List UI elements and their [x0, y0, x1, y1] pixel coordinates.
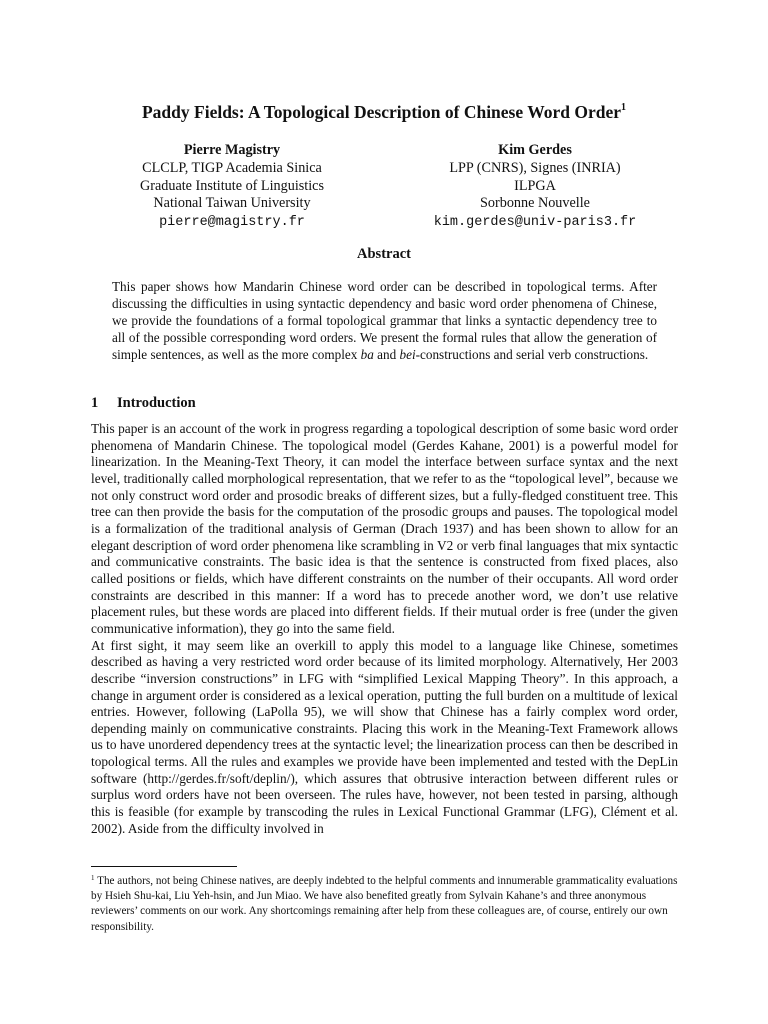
author-name: Pierre Magistry	[183, 142, 281, 158]
section-number: 1	[91, 395, 99, 411]
author-affiliation: National Taiwan University	[153, 195, 311, 212]
abstract-text-part: This paper shows how Mandarin Chinese word order can be described in topological terms. After discussing the difficulties in using syntactic dependency and basic word order phenomena of Chinese, we provide the foundations of a formal topological grammar that links a syntactic dependency tree to all of the possible corresponding word orders. We present the formal rules that allow the generation of simple sentences, as well as the more complex	[112, 279, 657, 362]
abstract-heading: Abstract	[357, 246, 411, 262]
author-affiliation: LPP (CNRS), Signes (INRIA)	[449, 159, 621, 176]
body-text	[91, 421, 678, 837]
author-name: Kim Gerdes	[498, 142, 572, 158]
abstract-text	[112, 279, 657, 364]
author-affiliation: Graduate Institute of Linguistics	[139, 177, 324, 194]
title-footnote-mark: 1	[621, 102, 627, 113]
footnote-mark: 1	[91, 874, 95, 882]
author-affiliation: ILPGA	[514, 177, 556, 194]
abstract-term-ba: ba	[360, 346, 374, 362]
title-text: Paddy Fields: A Topological Description of Chinese Word Order	[141, 102, 622, 122]
paper-title	[0, 102, 768, 123]
author-block-2	[365, 142, 705, 232]
footnote-rule	[91, 866, 237, 867]
author-block-1	[82, 142, 382, 232]
abstract-text-part: -constructions and serial verb constructions.	[415, 346, 649, 362]
footnote	[91, 871, 678, 935]
body-paragraph: This paper is an account of the work in progress regarding a topological description of some basic word order phenomena of Mandarin Chinese. The topological model (Gerdes Kahane, 2001) is a powerful model for linearization. In the Meaning-Text Theory, it can model the interface between surface syntax and the next level, traditionally called morphological representation, that we refer to as the “topological level”, because we not only construct word order and prosodic breaks of different sizes, but a fully-fledged constituent tree. This tree can then provide the basis for the computation of the prosodic groups and pauses. The topological model is a formalization of the traditional analysis of German (Drach 1937) and has been shown to allow for an elegant description of word order phenomena like scrambling in V2 or verb final languages that mix syntactic and communicative constraints. The basic idea is that the sentence is constructed from fixed places, also called positions or fields, which have different constraints on the number of their occupants. All word order constraints are described in this manner: If a word has to precede another word, we don’t use relative placement rules, but these words are placed into different fields. If their mutual order is free (under the given communicative information), they go into the same field.	[91, 421, 678, 636]
body-paragraph: At first sight, it may seem like an overkill to apply this model to a language like Chinese, sometimes described as having a very restricted word order because of its limited morphology. Alternatively, Her 2003 describe “inversion constructions” in LFG with “simplified Lexical Mapping Theory”. In this approach, a change in argument order is considered as a lexical operation, putting the full burden on a multitude of lexical entries. However, following (LaPolla 95), we will show that Chinese has a fairly complex word order, depending mainly on communicative constraints. Placing this work in the Meaning-Text Framework allows us to have unordered dependency trees at the syntactic level; the linearization process can then be described in topological terms. All the rules and examples we provide have been implemented and tested with the DepLin software (http://gerdes.fr/soft/deplin/), which assures that obtrusive interaction between different rules or surplus word orders have not been overseen. The rules have, however, not been tested in parsing, although this is feasible (for example by transcoding the rules in Lexical Functional Grammar (LFG), Clément et al. 2002). Aside from the difficulty involved in	[91, 637, 678, 836]
section-heading	[91, 395, 196, 412]
author-email: kim.gerdes@univ-paris3.fr	[433, 215, 637, 231]
abstract-text-part: and	[373, 346, 400, 362]
section-title: Introduction	[117, 395, 196, 411]
author-affiliation: Sorbonne Nouvelle	[480, 195, 590, 212]
author-email: pierre@magistry.fr	[159, 215, 305, 231]
abstract-term-bei: bei	[399, 346, 416, 362]
author-affiliation: CLCLP, TIGP Academia Sinica	[142, 159, 322, 176]
footnote-text: The authors, not being Chinese natives, are deeply indebted to the helpful comments and innumerable grammaticality evaluations by Hsieh Shu-kai, Liu Yeh-hsin, and Jun Miao. We have also benefited greatly from Sylvain Kahane’s and three anonymous reviewers’ comments on our work. Any shortcomings remaining after help from these colleagues are, of course, entirely our own responsibility.	[91, 875, 678, 933]
